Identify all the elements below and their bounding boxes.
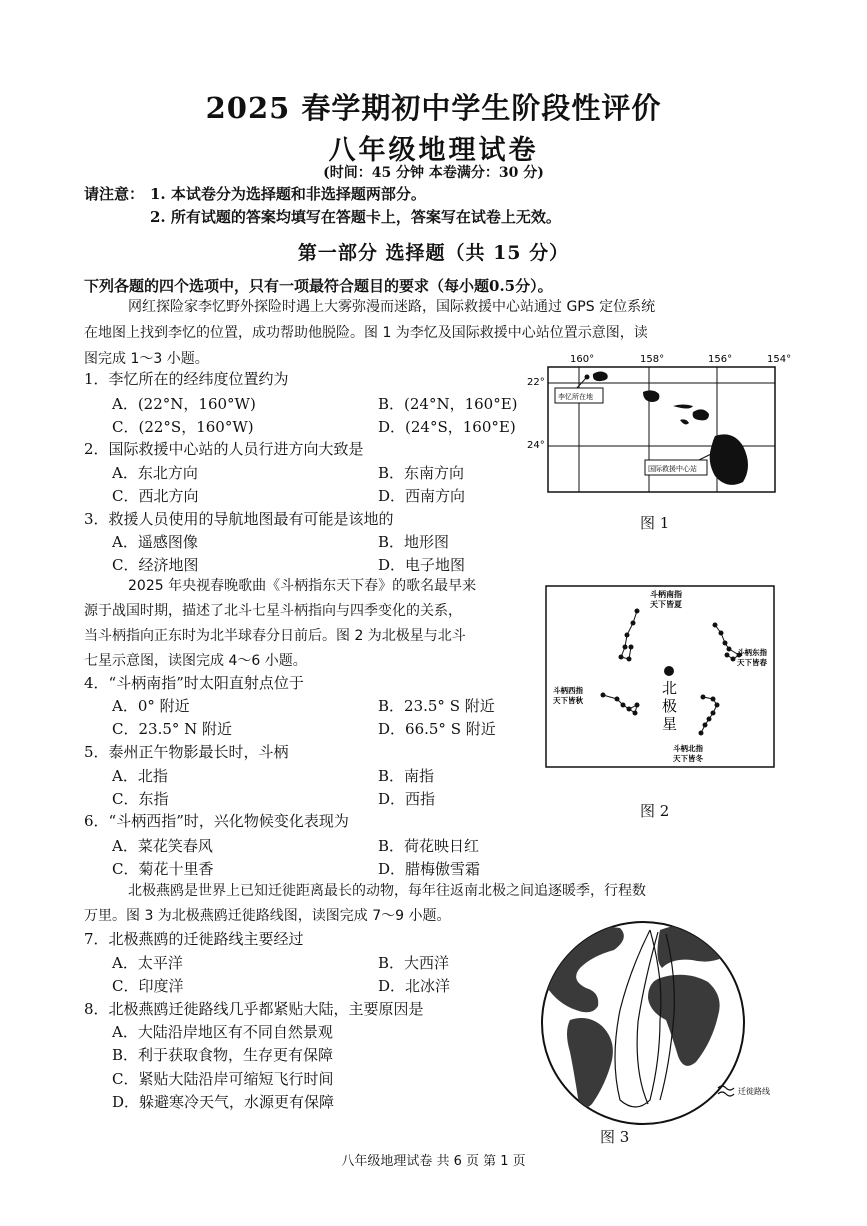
question-3-option-b: B．地形图 (378, 533, 450, 551)
part-heading: 第一部分 选择题（共 15 分） (297, 242, 570, 264)
notice-item-2: 2. 所有试题的答案均填写在答题卡上，答案写在试卷上无效。 (150, 208, 561, 226)
figure-2-caption: 图 2 (640, 802, 670, 820)
question-3-option-d: D．电子地图 (378, 556, 466, 574)
question-8-option-d: D．躲避寒冷天气，水源更有保障 (112, 1093, 335, 1111)
figure-3-globe-map (510, 920, 780, 1130)
figure-1-map (515, 350, 795, 500)
dipper-west-label-2: 天下皆秋 (553, 696, 583, 705)
question-2-option-a: A．东北方向 (112, 464, 198, 482)
question-8-option-c: C．紧贴大陆沿岸可缩短飞行时间 (112, 1070, 334, 1088)
passage-3-line-1: 北极燕鸥是世界上已知迁徙距离最长的动物，每年往返南北极之间追逐暖季，行程数 (128, 883, 646, 899)
passage-3-line-2: 万里。图 3 为北极燕鸥迁徙路线图，读图完成 7～9 小题。 (84, 908, 451, 924)
figure-2-big-dipper-diagram (545, 585, 775, 768)
dipper-south-label-2: 天下皆夏 (650, 600, 682, 609)
passage-2-line-1: 2025 年央视春晚歌曲《斗柄指东天下春》的歌名最早来 (128, 578, 477, 594)
dipper-south-label-1: 斗柄南指 (650, 590, 682, 599)
question-5-option-c: C．东指 (112, 790, 169, 808)
dipper-east-label-1: 斗柄东指 (737, 648, 767, 657)
question-6-option-d: D．腊梅傲雪霜 (378, 860, 481, 878)
question-1-option-d: D．(24°S，160°E) (378, 418, 516, 436)
question-1-stem: 1．李忆所在的经纬度位置约为 (84, 370, 289, 388)
question-7-option-b: B．大西洋 (378, 954, 450, 972)
island-kauai (593, 372, 608, 382)
li-yi-label: 李忆所在地 (558, 393, 593, 401)
question-3-option-c: C．经济地图 (112, 556, 199, 574)
figure-2-frame (546, 586, 774, 767)
question-2-option-c: C．西北方向 (112, 487, 199, 505)
rescue-center-label: 国际救援中心站 (648, 465, 697, 473)
polaris-label-3: 星 (662, 715, 678, 733)
question-1-option-a: A．(22°N，160°W) (112, 395, 256, 413)
question-4-option-a: A．0° 附近 (112, 697, 190, 715)
question-5-option-d: D．西指 (378, 790, 436, 808)
question-2-option-d: D．西南方向 (378, 487, 466, 505)
question-4-option-c: C．23.5° N 附近 (112, 720, 233, 738)
question-4-option-b: B．23.5° S 附近 (378, 697, 495, 715)
passage-2-line-4: 七星示意图，读图完成 4～6 小题。 (84, 653, 307, 669)
figure-1-lat-24: 24° (527, 440, 545, 451)
question-6-option-b: B．荷花映日红 (378, 837, 480, 855)
section-instructions: 下列各题的四个选项中，只有一项最符合题目的要求（每小题0.5分）。 (84, 277, 553, 295)
question-6-stem: 6．“斗柄西指”时，兴化物候变化表现为 (84, 812, 349, 830)
question-8-option-b: B．利于获取食物，生存更有保障 (112, 1046, 334, 1064)
question-3-option-a: A．遥感图像 (112, 533, 198, 551)
question-5-stem: 5．泰州正午物影最长时，斗柄 (84, 743, 289, 761)
page-footer: 八年级地理试卷 共 6 页 第 1 页 (341, 1154, 526, 1169)
question-8-stem: 8．北极燕鸥迁徙路线几乎都紧贴大陆，主要原因是 (84, 1000, 424, 1018)
notice-item-1: 1. 本试卷分为选择题和非选择题两部分。 (150, 185, 426, 203)
question-7-option-d: D．北冰洋 (378, 977, 451, 995)
figure-1-lat-22: 22° (527, 377, 545, 388)
dipper-west-label-1: 斗柄西指 (553, 686, 583, 695)
figure-1-lon-154: 154° (767, 354, 792, 365)
exam-title: 2025 春学期初中学生阶段性评价 (205, 91, 662, 125)
question-1-option-c: C．(22°S，160°W) (112, 418, 254, 436)
dipper-north-label-1: 斗柄北指 (673, 744, 703, 753)
figure-1-caption: 图 1 (640, 514, 670, 532)
question-5-option-a: A．北指 (112, 767, 168, 785)
exam-time-info: (时间：45 分钟 本卷满分：30 分) (323, 165, 544, 181)
dipper-north-label-2: 天下皆冬 (673, 754, 703, 763)
question-4-option-d: D．66.5° S 附近 (378, 720, 496, 738)
question-8-option-a: A．大陆沿岸地区有不同自然景观 (112, 1023, 333, 1041)
notice-label: 请注意： (84, 185, 145, 203)
question-2-option-b: B．东南方向 (378, 464, 465, 482)
figure-1-lon-156: 156° (708, 354, 733, 365)
figure-1-lon-158: 158° (640, 354, 665, 365)
figure-1-lon-160: 160° (570, 354, 595, 365)
passage-2-line-3: 当斗柄指向正东时为北半球春分日前后。图 2 为北极星与北斗 (84, 628, 466, 644)
dipper-east-label-2: 天下皆春 (737, 658, 767, 667)
polaris-label-1: 北 (662, 679, 678, 697)
passage-1-line-2: 在地图上找到李忆的位置，成功帮助他脱险。图 1 为李忆及国际救援中心站位置示意图，读 (84, 325, 648, 341)
passage-1-line-3: 图完成 1～3 小题。 (84, 351, 209, 367)
question-4-stem: 4．“斗柄南指”时太阳直射点位于 (84, 674, 304, 692)
figure-3-caption: 图 3 (600, 1128, 630, 1146)
question-6-option-c: C．菊花十里香 (112, 860, 214, 878)
question-7-stem: 7．北极燕鸥的迁徙路线主要经过 (84, 930, 304, 948)
question-7-option-c: C．印度洋 (112, 977, 184, 995)
passage-2-line-2: 源于战国时期，描述了北斗七星斗柄指向与四季变化的关系， (84, 603, 462, 619)
question-2-stem: 2．国际救援中心站的人员行进方向大致是 (84, 440, 364, 458)
polaris-label-2: 极 (662, 697, 678, 715)
polaris-star (664, 666, 674, 676)
question-5-option-b: B．南指 (378, 767, 435, 785)
question-6-option-a: A．菜花笑春风 (112, 837, 213, 855)
question-3-stem: 3．救援人员使用的导航地图最有可能是该地的 (84, 510, 394, 528)
question-1-option-b: B．(24°N，160°E) (378, 395, 518, 413)
passage-1-line-1: 网红探险家李忆野外探险时遇上大雾弥漫而迷路，国际救援中心站通过 GPS 定位系统 (128, 299, 656, 315)
question-7-option-a: A．太平洋 (112, 954, 183, 972)
exam-subject-title: 八年级地理试卷 (328, 135, 539, 166)
legend-route-label: 迁徙路线 (738, 1087, 770, 1096)
